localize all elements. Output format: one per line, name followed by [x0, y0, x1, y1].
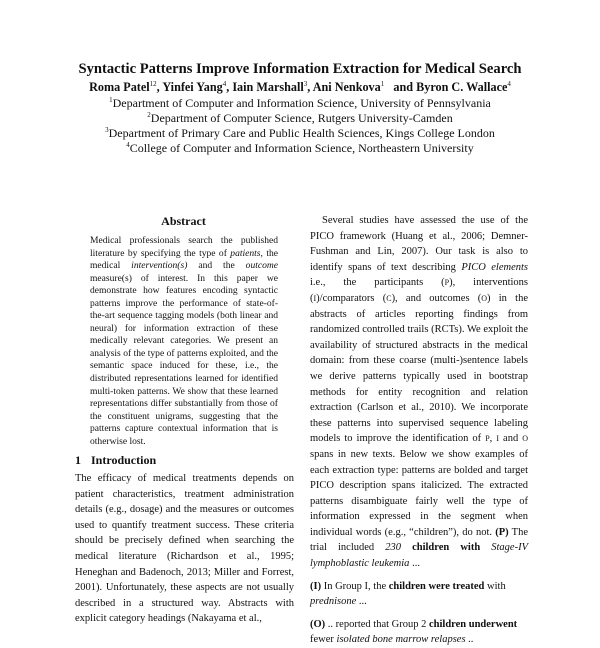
author-sup: 1 [380, 79, 385, 88]
author-sup: 3 [303, 79, 308, 88]
author-name: Byron C. Wallace [416, 80, 508, 94]
author-separator: , [226, 80, 233, 94]
affiliation-text: Department of Computer and Information Science, University of Pennsylvania [112, 96, 491, 110]
example-label: (O) [310, 618, 326, 630]
example-outcome [310, 617, 528, 648]
author-sup: 4 [222, 79, 227, 88]
example-label: (P) [495, 526, 509, 538]
text: fewer [310, 634, 337, 646]
text: ), and outcomes ( [391, 292, 482, 304]
text: .. reported that Group 2 [325, 618, 429, 630]
affiliation-sup: 1 [109, 96, 113, 104]
affiliation-sup: 3 [105, 126, 109, 134]
text: ), interventions ( [310, 277, 528, 304]
text: The trial included [310, 526, 528, 554]
author-name: Roma Patel [89, 80, 150, 94]
small-caps: P [444, 278, 450, 288]
pattern-bold: children were treated [388, 580, 485, 592]
pattern-bold: children with [412, 542, 481, 554]
abstract-text: measure(s) of interest. In this paper we demonstrate how features encoding syntactic patterns improve the performance of state-of-the-art sequence tagging models (both linear and neural) for information extraction of these medically relevant categories. We present an analysis of the type of patterns exploited, and the semantic space induced for these, i.e., the distributed representations learned for identified multi-token patterns. We show that these learned representations differ substantially from those of the constituent unigrams, suggesting that the patterns capture contextual information that is otherwise lost. [90, 272, 278, 447]
author-separator: and [384, 80, 417, 94]
abstract-text: and the [187, 260, 246, 272]
affiliation-text: Department of Computer Science, Rutgers University-Camden [150, 111, 453, 125]
affiliation-text: Department of Primary Care and Public Health Sciences, Kings College London [108, 126, 495, 140]
author-line [0, 80, 600, 95]
affiliation [0, 96, 600, 111]
emphasis: 230 [385, 542, 401, 554]
abstract-emphasis: patients [230, 247, 261, 259]
affiliation [0, 111, 600, 126]
small-caps: C [386, 293, 392, 303]
text: .. [465, 634, 474, 646]
text: i.e., the participants ( [310, 277, 445, 289]
text: )/comparators ( [316, 292, 387, 304]
introduction-body: The efficacy of medical treatments depends on patient characteristics, treatment administration details (e.g., dosage) and the measures or outcomes used to quantify treatment success. These criteria should be precisely defined when searching the medical literature (Richardson et al., 1995; Heneghan and Badenoch, 2013; Miller and Forrest, 2001). Unfortunately, these aspects are not usually described in a structured way. Abstracts with explicit category headings (Nakayama et al., [75, 473, 294, 625]
text: and [499, 433, 523, 445]
text: ... [409, 558, 420, 570]
text: spans in new texts. Below we show examples of each extraction type: patterns are bolded and target PICO description spans italicized. The extracted patterns disambiguate fairly well the type of information expressed in the segment when individual words (e.g., “children”), do not. [310, 448, 528, 538]
affiliation-sup: 2 [147, 111, 151, 119]
text: In Group I, the [321, 580, 389, 592]
abstract-heading: Abstract [161, 214, 206, 228]
affiliation-sup: 4 [126, 141, 130, 149]
example-intervention [310, 579, 528, 610]
text: ) in the abstracts of articles reporting findings from randomized controlled trails (RCTs). We exploit the availability of structured abstracts in the medical domain: from these coarse (multi-)sentence labels we derive patterns typically used in bootstrap methods for entity recognition and relation extraction (Carlson et al., 2010). We incorporate these patterns into supervised sequence labeling models to improve the identification of [310, 292, 528, 445]
author-name: Ani Nenkova [312, 80, 381, 94]
author-sup: 12 [149, 79, 157, 88]
emphasis: Stage-IV lymphoblastic leukemia [310, 542, 529, 570]
small-caps: P [485, 434, 490, 444]
emphasis: prednisone [310, 596, 357, 608]
text: Several studies have assessed the use of the PICO framework (Huang et al., 2006; Demner-Fushman and Lin, 2007). Our task is also to identify spans of text describing [310, 215, 528, 273]
affiliation-text: College of Computer and Information Science, Northeastern University [129, 141, 474, 155]
section-title: Introduction [91, 453, 157, 467]
paragraph [310, 213, 528, 572]
abstract-emphasis: outcome [245, 260, 279, 272]
affiliation [0, 141, 600, 156]
small-caps: I [496, 434, 499, 444]
example-label: (I) [310, 580, 322, 592]
section-number: 1 [75, 453, 81, 467]
text: with [484, 580, 506, 592]
author-name: Yinfei Yang [162, 80, 223, 94]
author-sup: 4 [507, 79, 511, 88]
pattern-bold: children underwent [428, 618, 518, 630]
small-caps: O [481, 293, 488, 303]
text [480, 542, 491, 553]
text [401, 542, 412, 553]
emphasis: isolated bone marrow relapses [336, 634, 466, 646]
abstract-text: , the medical [90, 247, 278, 272]
paper-title: Syntactic Patterns Improve Information Extraction for Medical Search [78, 61, 522, 77]
author-separator: , [156, 80, 163, 94]
right-column [310, 213, 528, 648]
abstract-text: Medical professionals search the published literature by specifying the type of [90, 235, 278, 259]
text: , [489, 433, 497, 445]
abstract-body [90, 235, 278, 448]
section-heading-introduction [75, 453, 156, 468]
author-separator: , [307, 80, 313, 94]
small-caps: I [313, 293, 317, 303]
author-name: Iain Marshall [232, 80, 304, 94]
abstract-emphasis: intervention(s) [131, 260, 188, 272]
text: ... [356, 596, 367, 608]
emphasis: PICO elements [461, 261, 528, 273]
affiliation [0, 126, 600, 141]
small-caps: O [522, 434, 528, 444]
